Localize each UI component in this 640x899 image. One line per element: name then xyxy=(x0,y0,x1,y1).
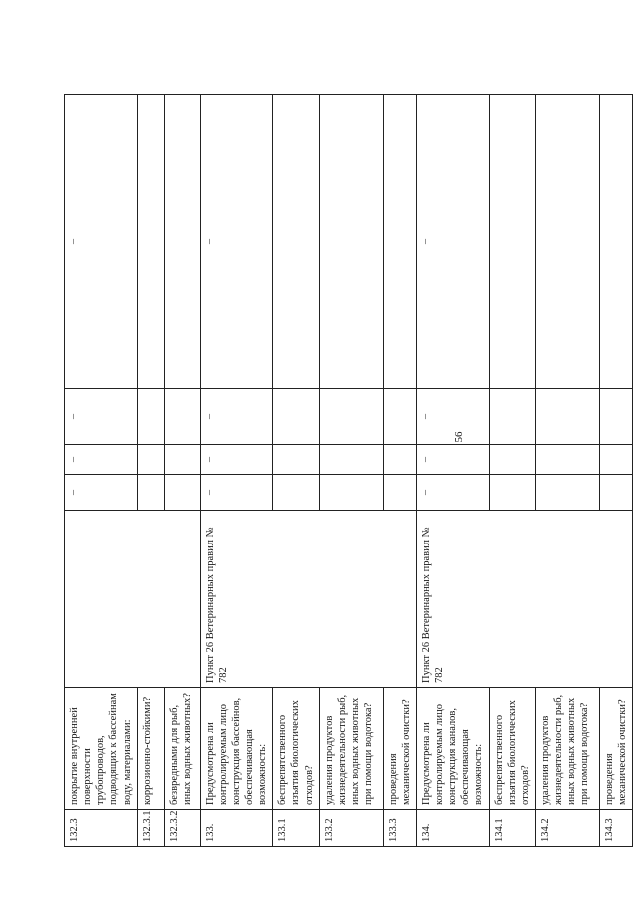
answer-cell xyxy=(137,445,164,475)
question-text: покрытие внутренней поверхности трубопроводов, подводящих к бассейнам воду, материалами: xyxy=(65,688,138,810)
answer-cell xyxy=(137,475,164,511)
answer-cell xyxy=(273,475,319,511)
table-row xyxy=(416,95,489,847)
answer-cell xyxy=(137,95,164,389)
answer-cell xyxy=(273,95,319,389)
answer-cell xyxy=(137,389,164,445)
answer-cell: – xyxy=(416,475,489,511)
answer-cell xyxy=(599,389,632,445)
answer-cell xyxy=(599,445,632,475)
answer-cell xyxy=(319,95,383,389)
answer-cell xyxy=(319,445,383,475)
answer-cell: – xyxy=(200,475,273,511)
answer-cell: – xyxy=(416,445,489,475)
answer-cell xyxy=(383,445,416,475)
legal-reference xyxy=(65,511,201,688)
answer-cell xyxy=(489,445,535,475)
answer-cell xyxy=(273,389,319,445)
answer-cell: – xyxy=(65,389,138,445)
row-number: 133.1 xyxy=(273,810,319,847)
answer-cell xyxy=(535,95,599,389)
answer-cell xyxy=(164,445,200,475)
answer-cell xyxy=(383,95,416,389)
row-number: 134.3 xyxy=(599,810,632,847)
answer-cell: – xyxy=(200,445,273,475)
answer-cell: – xyxy=(65,95,138,389)
answer-cell xyxy=(164,475,200,511)
legal-reference: Пункт 26 Ветеринарных правил № 782 xyxy=(416,511,632,688)
row-number: 132.3.2 xyxy=(164,810,200,847)
question-text: удаления продуктов жизнедеятельности рыб, иных водных животных при помощи водотока? xyxy=(535,688,599,810)
table-row xyxy=(535,95,599,847)
table-row xyxy=(65,95,138,847)
legal-reference: Пункт 26 Ветеринарных правил № 782 xyxy=(200,511,416,688)
answer-cell xyxy=(319,389,383,445)
table-row xyxy=(383,95,416,847)
answer-cell xyxy=(383,389,416,445)
question-text: проведения механической очистки? xyxy=(383,688,416,810)
checklist-table xyxy=(64,94,633,847)
row-number: 133.3 xyxy=(383,810,416,847)
answer-cell xyxy=(489,475,535,511)
row-number: 134.2 xyxy=(535,810,599,847)
answer-cell xyxy=(599,475,632,511)
page-number: 56 xyxy=(453,431,465,443)
answer-cell xyxy=(535,445,599,475)
answer-cell xyxy=(535,475,599,511)
answer-cell: – xyxy=(65,445,138,475)
rotated-table-container xyxy=(64,95,628,847)
question-text: удаления продуктов жизнедеятельности рыб, иных водных животных при помощи водотока? xyxy=(319,688,383,810)
answer-cell xyxy=(273,445,319,475)
question-text: Предусмотрена ли контролируемым лицо конструкция бассейнов, обеспечивающая возможность: xyxy=(200,688,273,810)
answer-cell: – xyxy=(416,95,489,389)
answer-cell xyxy=(599,95,632,389)
answer-cell xyxy=(489,95,535,389)
answer-cell xyxy=(383,475,416,511)
question-text: безвредными для рыб, иных водных животных? xyxy=(164,688,200,810)
row-number: 132.3.1 xyxy=(137,810,164,847)
answer-cell: – xyxy=(416,389,489,445)
row-number: 134. xyxy=(416,810,489,847)
answer-cell xyxy=(319,475,383,511)
answer-cell xyxy=(535,389,599,445)
row-number: 133.2 xyxy=(319,810,383,847)
table-row xyxy=(137,95,164,847)
table-row xyxy=(200,95,273,847)
row-number: 134.1 xyxy=(489,810,535,847)
table-row xyxy=(319,95,383,847)
question-text: Предусмотрена ли контролируемым лицо конструкция каналов, обеспечивающая возможность: xyxy=(416,688,489,810)
table-row xyxy=(273,95,319,847)
answer-cell: – xyxy=(65,475,138,511)
answer-cell: – xyxy=(200,95,273,389)
question-text: беспрепятственного изъятия биологических отходов? xyxy=(273,688,319,810)
answer-cell xyxy=(164,389,200,445)
row-number: 133. xyxy=(200,810,273,847)
row-number: 132.3 xyxy=(65,810,138,847)
table-row xyxy=(599,95,632,847)
answer-cell xyxy=(164,95,200,389)
table-row xyxy=(489,95,535,847)
question-text: беспрепятственного изъятия биологических отходов? xyxy=(489,688,535,810)
answer-cell: – xyxy=(200,389,273,445)
question-text: проведения механической очистки? xyxy=(599,688,632,810)
table-row xyxy=(164,95,200,847)
question-text: коррозионно-стойкими? xyxy=(137,688,164,810)
answer-cell xyxy=(489,389,535,445)
